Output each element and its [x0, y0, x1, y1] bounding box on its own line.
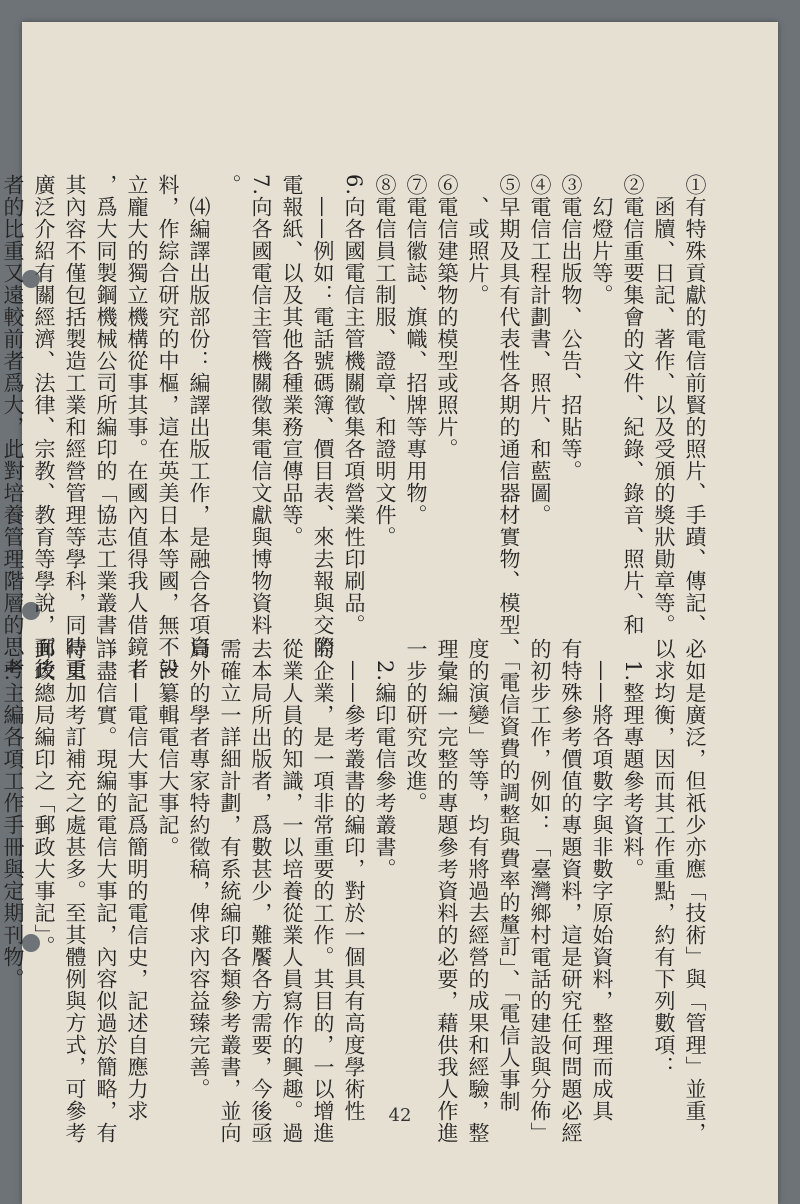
text-line: 。 — [218, 174, 242, 196]
text-line: 其內容不僅包括製造工業和經營管理等學科，同時更 — [63, 174, 87, 680]
text-line: ⑤早期及具有代表性各期的通信器材實物、模型 — [497, 174, 521, 636]
text-line: 理彙編一完整的專題參考資料的必要，藉供我人作進 — [435, 638, 459, 1144]
text-line: 者的比重又遠較前者爲大，此對培養管理階層的思考 — [1, 174, 25, 680]
text-line: 局外的學者專家特約徵稿，俾求內容益臻完善。 — [187, 638, 211, 1100]
text-line: 去本局所出版者，爲數甚少，難饜各方需要，今後亟 — [249, 638, 273, 1144]
text-line: 一步的研究改進。 — [404, 638, 428, 814]
text-line: 3.纂輯電信大事記。 — [156, 638, 180, 859]
text-line: 6.向各國電信主管機關徵集各項營業性印刷品。 — [342, 174, 366, 637]
text-line: ①有特殊貢獻的電信前賢的照片、手蹟、傳記、 — [683, 174, 707, 636]
text-line: 從業人員的知識，一以培養從業人員寫作的興趣。過 — [280, 638, 304, 1144]
text-line: 電報紙、以及其他各種業務宣傳品等。 — [280, 174, 304, 548]
upper-text-block — [0, 174, 710, 680]
text-line: ③電信出版物、公告、招貼等。 — [559, 174, 583, 482]
text-line: 2.編印電信參考叢書。 — [373, 638, 397, 881]
text-line: 度的演變」等等，均有將過去經營的成果和經驗，整 — [466, 638, 490, 1144]
text-line: ，爲大同製鋼機械公司所編印的「協志工業叢書」， — [94, 174, 118, 670]
text-line: ——將各項數字與非數字原始資料，整理而成具 — [590, 638, 614, 1122]
text-line: 4.主編各項工作手冊與定期刊物。 — [1, 638, 25, 991]
text-line: 必如是廣泛，但祇少亦應「技術」與「管理」並重， — [683, 638, 707, 1144]
text-line: ⑦電信徽誌、旗幟、招牌等專用物。 — [404, 174, 428, 526]
text-line: 待重加考訂補充之處甚多。至其體例與方式，可參考 — [63, 638, 87, 1144]
text-line: 以求均衡，因而其工作重點，約有下列數項： — [652, 638, 676, 1078]
text-line: 的初步工作，例如：「臺灣鄉村電話的建設與分佈」 — [528, 638, 552, 1144]
text-line: 7.向各國電信主管機關徵集電信文獻與博物資料 — [249, 174, 273, 637]
text-line: ——參考叢書的編印，對於一個具有高度學術性 — [342, 638, 366, 1122]
text-line: ④電信工程計劃書、照片、和藍圖。 — [528, 174, 552, 526]
text-line: 、「電信資費的調整與費率的釐訂」、「電信人事制 — [497, 638, 521, 1113]
text-line: ②電信重要集會的文件、紀錄、錄音、照片、和 — [621, 174, 645, 636]
text-line: ⑧電信員工制服、證章、和證明文件。 — [373, 174, 397, 548]
text-line: 、或照片。 — [466, 174, 490, 306]
document-page — [1, 22, 778, 1204]
text-line: ⑥電信建築物的模型或照片。 — [435, 174, 459, 460]
text-line: 詳盡信實。現編的電信大事記，內容似過於簡略，有 — [94, 638, 118, 1144]
text-line: 的企業，是一項非常重要的工作。其目的，一以增進 — [311, 638, 335, 1144]
text-line: 郵政總局編印之「郵政大事記」。 — [32, 638, 56, 958]
text-line: 有特殊參考價值的專題資料，這是研究任何問題必經 — [559, 638, 583, 1144]
text-line: ——電信大事記爲簡明的電信史，記述自應力求 — [125, 638, 149, 1122]
text-line: 函牘、日記、著作、以及受頒的獎狀勛章等。 — [652, 174, 676, 636]
text-line: 立龐大的獨立機構從事其事。在國內值得我人借鏡者 — [125, 174, 149, 680]
text-line: ⑷編譯出版部份：編譯出版工作，是融合各項資 — [187, 174, 211, 658]
text-line: ——例如：電話號碼簿、價目表、來去報與交際 — [311, 174, 335, 658]
text-line: 幻燈片等。 — [590, 174, 614, 306]
text-line: 需確立一詳細計劃，有系統編印各類參考叢書，並向 — [218, 638, 242, 1144]
text-line: 廣泛介紹有關經濟、法律、宗教、教育等學說，而後 — [32, 174, 56, 680]
text-line: 1.整理專題參考資料。 — [621, 638, 645, 881]
text-line: 料，作綜合研究的中樞，這在英美日本等國，無不設 — [156, 174, 180, 680]
page-number: 42 — [388, 1105, 412, 1126]
